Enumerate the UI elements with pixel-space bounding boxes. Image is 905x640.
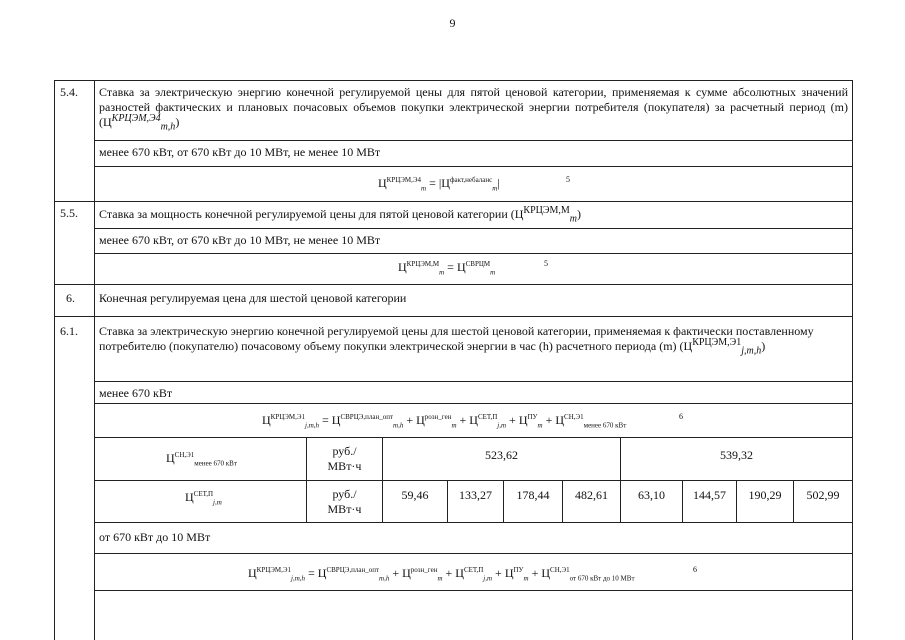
table-cell: 144,57 — [693, 488, 726, 502]
row-title: Ставка за электрическую энергию конечной регулируемой цены для пятой ценовой категории, применяемая к сумме абсолютных значений разностей фактических и плановых почасовых объемов покупки электрической энергии потребителя (покупателя) за расчетный период (m) $(Ц^{КРЦЭМ,Э4}_{m,h})$ — [99, 85, 848, 133]
table-cell: 482,61 — [575, 488, 608, 502]
table-cell: 190,29 — [748, 488, 782, 502]
category-label: менее 670 кВт, от 670 кВт до 10 МВт, не менее 10 МВт — [99, 145, 381, 159]
footnote-ref: 6 — [679, 412, 683, 421]
formula: $Ц^{КРЦЭМ,Э4}_m = |Ц^{факт,небаланс}_m|$ — [378, 176, 500, 193]
category-label: менее 670 кВт, от 670 кВт до 10 МВт, не менее 10 МВт — [99, 233, 381, 247]
footnote-ref: 5 — [544, 259, 548, 268]
table-label: $Ц^{СЕТ,П}_{j,m}$ — [185, 490, 222, 507]
table-cell: 523,62 — [485, 448, 518, 462]
category-label: менее 670 кВт — [99, 386, 173, 400]
formula: $Ц^{КРЦЭМ,Э1}_{j,m,h} = Ц^{СВРЦЭ,план\_опт}_{m,h} + Ц^{розн\_ген}_m + Ц^{СЕТ,П}_{j,m} + Ц^{ПУ}_m + Ц^{СН,Э1}_{от 670 кВт до 10 МВт}$ — [248, 566, 635, 583]
formula: $Ц^{КРЦЭМ,М}_m = Ц^{СВРЦМ}_m$ — [398, 260, 496, 277]
footnote-ref: 5 — [566, 175, 570, 184]
table-cell: 133,27 — [459, 488, 492, 502]
row-number: 6. — [66, 291, 75, 305]
unit-label: руб./ МВт·ч — [327, 487, 362, 516]
row-number: 5.4. — [60, 85, 78, 99]
formula: $Ц^{КРЦЭМ,Э1}_{j,m,h} = Ц^{СВРЦЭ,план\_опт}_{m,h} + Ц^{розн\_ген}_m + Ц^{СЕТ,П}_{j,m} + Ц^{ПУ}_m + Ц^{СН,Э1}_{менее 670 кВт}$ — [262, 413, 627, 430]
row-title: Ставка за электрическую энергию конечной регулируемой цены для шестой ценовой категории, применяемая к фактически поставленному потребителю (покупателю) почасовому объему покупки электрической энергии в час (h) расчетного периода (m) $(Ц^{КРЦЭМ,Э1}_{j,m,h})$ — [99, 324, 814, 357]
table-label: $Ц^{СН,Э1}_{менее 670 кВт}$ — [166, 451, 237, 468]
category-label: от 670 кВт до 10 МВт — [99, 530, 211, 544]
table-cell: 178,44 — [516, 488, 550, 502]
row-title: Ставка за мощность конечной регулируемой цены для пятой ценовой категории $(Ц^{КРЦЭМ,М}_m)$ — [99, 205, 581, 225]
footnote-ref: 6 — [693, 565, 697, 574]
unit-label: руб./ МВт·ч — [327, 444, 362, 473]
table-cell: 59,46 — [401, 488, 429, 502]
row-number: 6.1. — [60, 324, 78, 338]
row-title: Конечная регулируемая цена для шестой ценовой категории — [99, 291, 407, 305]
page-number: 9 — [449, 16, 456, 30]
row-number: 5.5. — [60, 206, 78, 220]
table-cell: 539,32 — [720, 448, 753, 462]
table-cell: 63,10 — [638, 488, 665, 502]
table-cell: 502,99 — [806, 488, 840, 502]
